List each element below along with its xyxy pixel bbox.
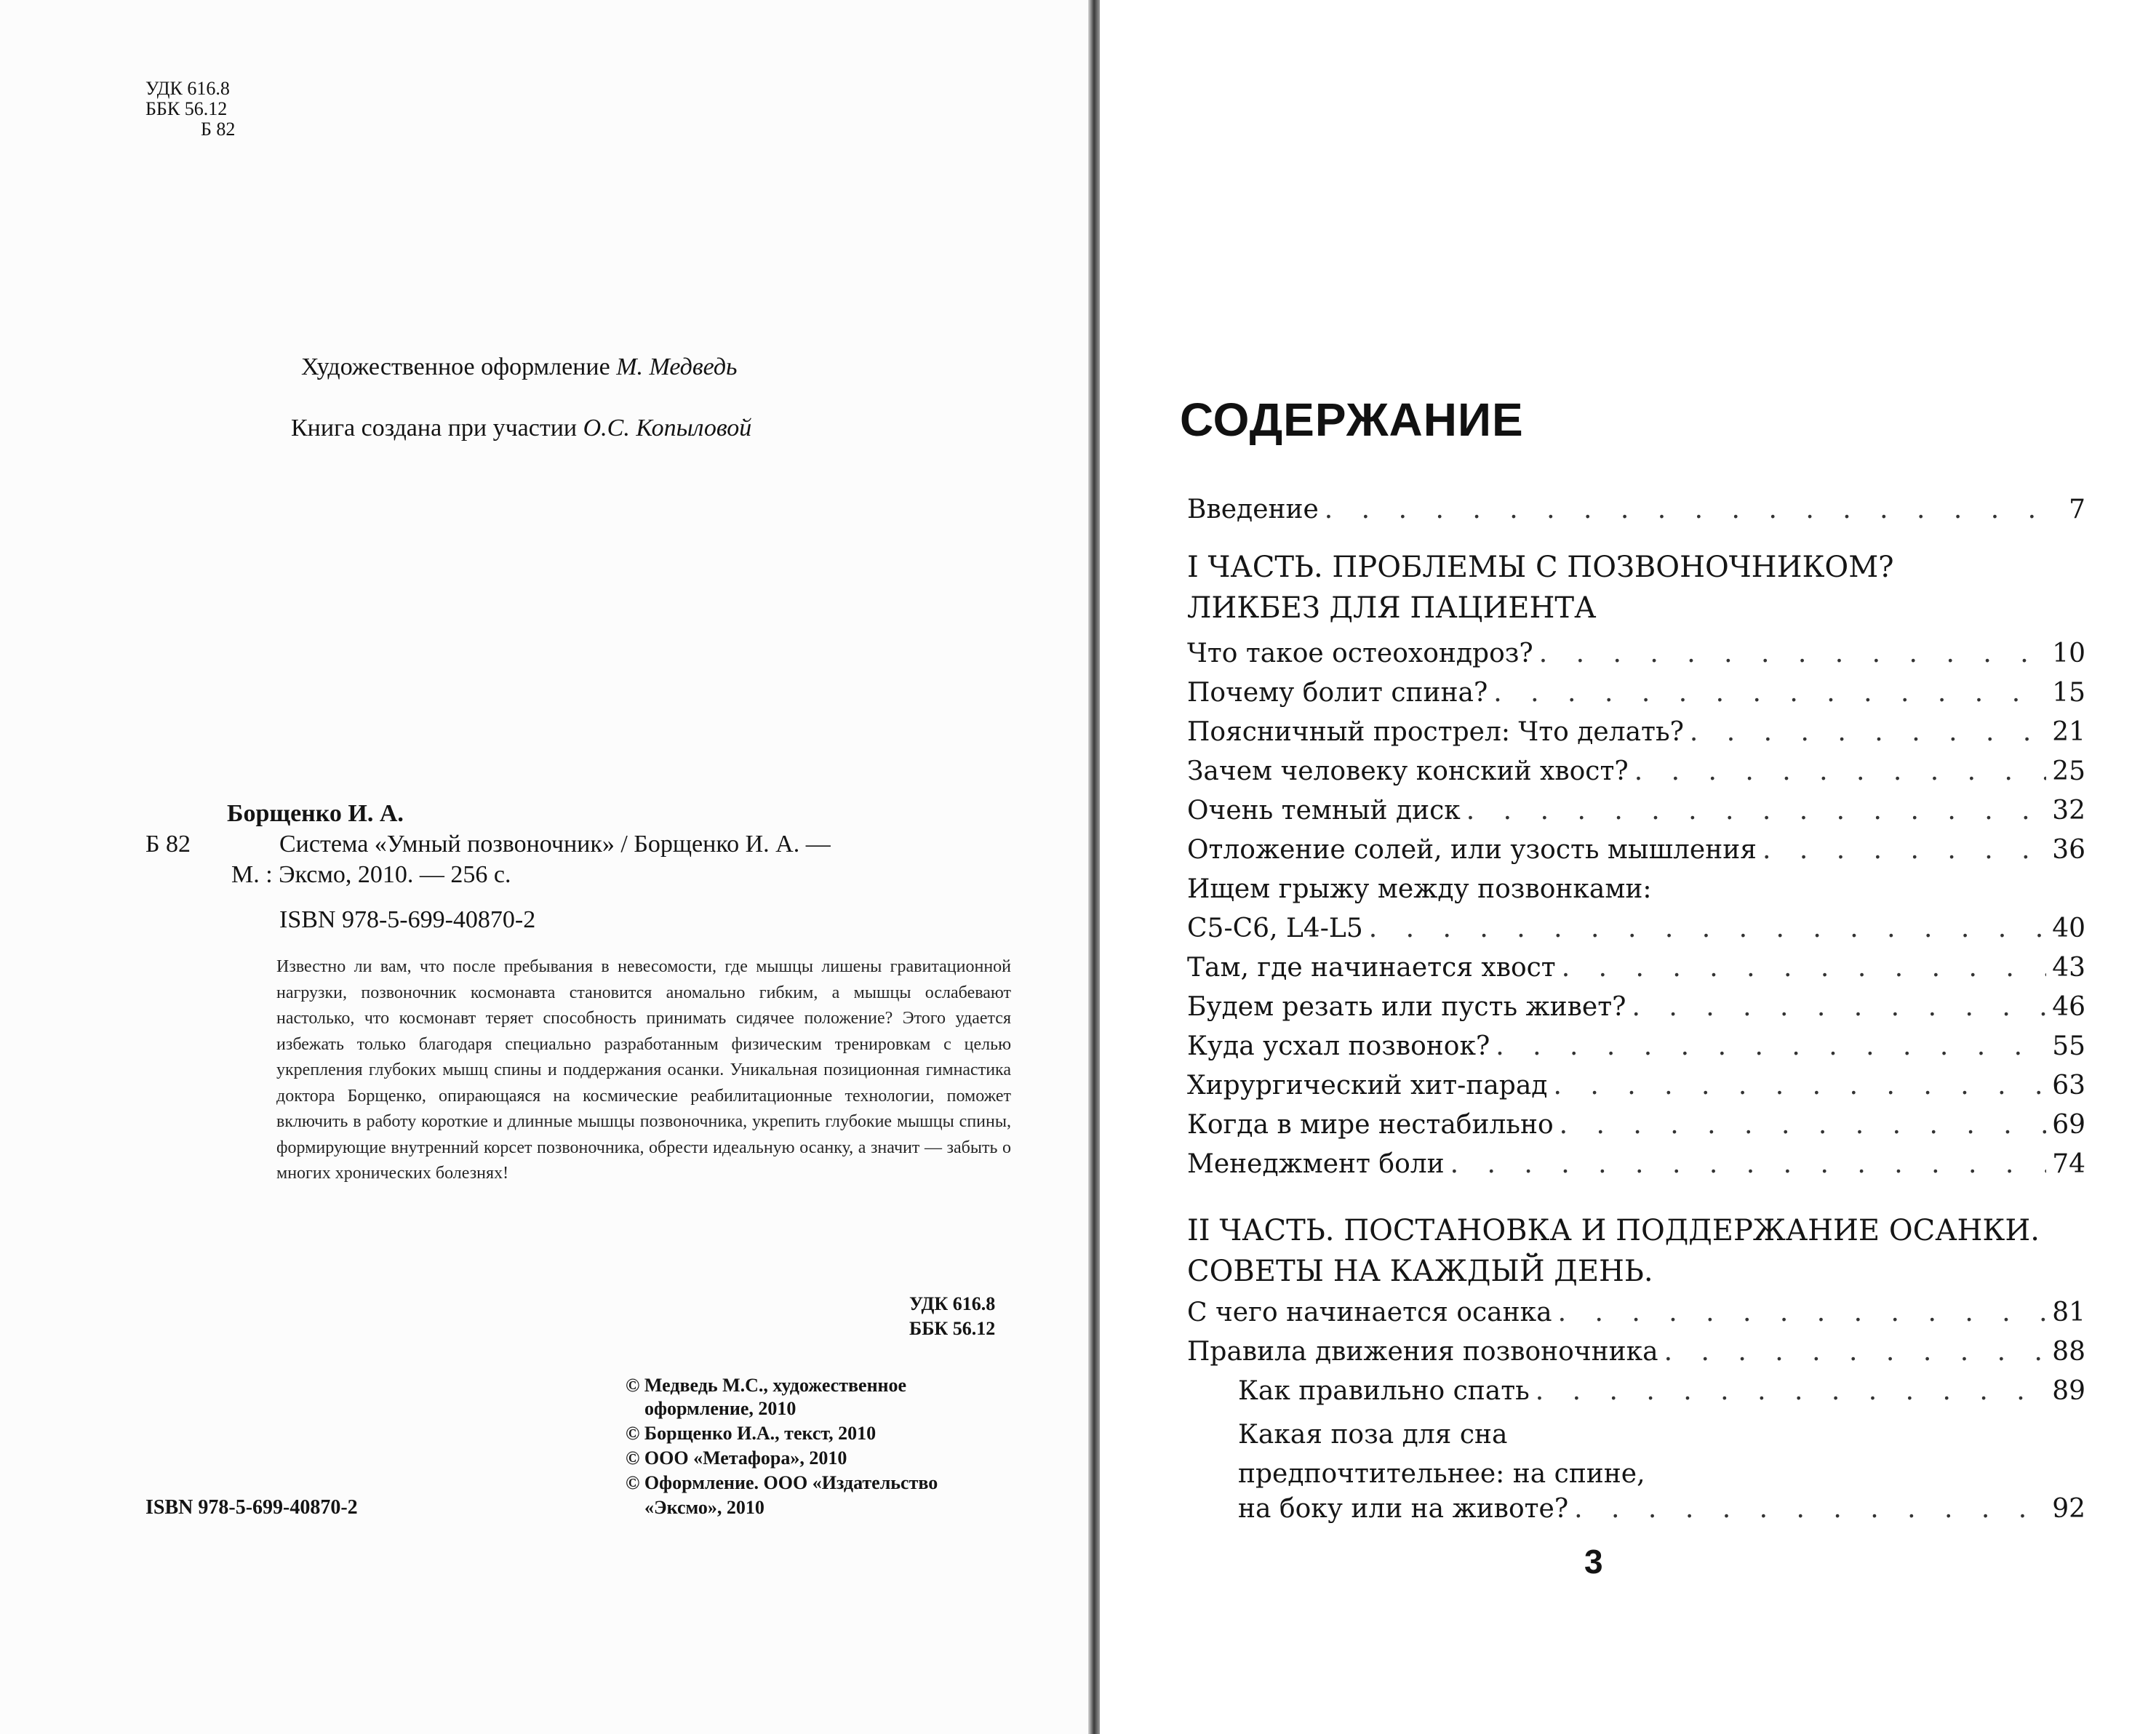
toc-entry [1187,796,2085,835]
toc-entry-title: C5-C6, L4-L5 [1187,914,1363,943]
toc-entry [1187,756,2085,796]
toc-entry-page: 92 [2052,1494,2085,1524]
reference-line-2: М. : Эксмо, 2010. — 256 с. [231,861,511,888]
created-credit-label: Книга создана при участии [291,415,578,442]
created-credit-name: О.С. Копыловой [583,415,752,442]
toc-entry [1187,992,2085,1031]
toc-subentry-line: Какая поза для сна [1238,1420,1508,1450]
part-2-heading-line-1: II ЧАСТЬ. ПОСТАНОВКА И ПОДДЕРЖАНИЕ ОСАНКИ. [1187,1214,2040,1247]
toc-entry [1187,835,2085,874]
toc-entry-title: Что такое остеохондроз? [1187,639,1533,668]
toc-entry-title: Ищем грыжу между позвонками: [1187,874,1652,904]
toc-entry-title: Хирургический хит-парад [1187,1071,1548,1100]
toc-entry-title: Очень темный диск [1187,796,1461,826]
toc-entry-page: 88 [2052,1337,2085,1367]
copyright-line: © Медведь М.С., художественное [626,1375,907,1396]
book-abstract: Известно ли вам, что после пребывания в невесомости, где мышцы лишены гравитационной нагрузки, позвоночник космонавта становится аномально гибким, а мышцы ослабевают настолько, что космонавт теряет способность принимать сидячее положение? Этого удается избежать только благодаря специально разработанным физическим тренировкам с целью укрепления глубоких мышц спины и поддержания осанки. Уникальная позиционная гимнастика доктора Борщенко, опирающаяся на космические реабилитационные технологии, поможет включить в работу короткие и длинные мышцы позвоночника, укрепить глубокие мышцы спины, формирующие внутренний корсет позвоночника, обрести идеальную осанку, а значит — забыть о многих хронических болезнях! [276,957,1011,1183]
isbn-bottom: ISBN 978-5-699-40870-2 [145,1496,358,1519]
toc-entry [1187,953,2085,992]
page-number: 3 [1584,1543,1603,1581]
toc-entry-title: Как правильно спать [1238,1376,1530,1406]
copyright-line: © Оформление. ООО «Издательство [626,1472,938,1493]
toc-entry [1187,914,2085,953]
udk-code-top: УДК 616.8 [145,78,230,99]
toc-entry-title: Там, где начинается хвост [1187,953,1556,983]
toc-entry-page: 74 [2052,1149,2085,1179]
right-page [1100,0,2156,1734]
toc-entry-title: Менеджмент боли [1187,1149,1445,1179]
toc-entry-page: 81 [2052,1298,2085,1327]
toc-entry-title: Куда усхал позвонок? [1187,1031,1490,1061]
toc-entry-page: 25 [2052,756,2085,786]
toc-entry [1187,874,2085,914]
toc-entry-title: Почему болит спина? [1187,678,1488,708]
toc-entry [1187,1110,2085,1149]
toc-entry-page: 21 [2052,717,2085,747]
bbk-code-top: ББК 56.12 [145,98,228,119]
toc-entry-page: 32 [2052,796,2085,826]
copyright-line: © Борщенко И.А., текст, 2010 [626,1423,877,1444]
toc-entry-page: 55 [2052,1031,2085,1061]
toc-entry-title: Отложение солей, или узость мышления [1187,835,1757,865]
toc-entry-page: 46 [2052,992,2085,1022]
toc-entry [1187,678,2085,717]
toc-entry-page: 89 [2052,1376,2085,1406]
toc-entry-title: Когда в мире нестабильно [1187,1110,1554,1140]
reference-code: Б 82 [145,831,191,858]
toc-entry-page: 43 [2052,953,2085,983]
toc-subentry-line: предпочтительнее: на спине, [1238,1459,1645,1489]
toc-entry [1187,1337,2085,1376]
toc-entry-title: Будем резать или пусть живет? [1187,992,1626,1022]
part-1-heading-line-2: ЛИКБЕЗ ДЛЯ ПАЦИЕНТА [1187,591,1597,625]
toc-subentry [1238,1494,2085,1533]
toc-subentry [1238,1376,2085,1415]
toc-entry-page: 69 [2052,1110,2085,1140]
bbk-code-bottom: ББК 56.12 [909,1318,996,1339]
reference-isbn: ISBN 978-5-699-40870-2 [279,906,536,933]
toc-entry [1187,717,2085,756]
toc-entry-intro [1187,495,2085,534]
toc-entry-title: Зачем человеку конский хвост? [1187,756,1629,786]
reference-author: Борщенко И. А. [227,800,404,827]
part-1-heading-line-1: I ЧАСТЬ. ПРОБЛЕМЫ С ПОЗВОНОЧНИКОМ? [1187,551,1894,584]
author-mark-top: Б 82 [201,119,236,140]
part-2-heading-line-2: СОВЕТЫ НА КАЖДЫЙ ДЕНЬ. [1187,1255,1653,1288]
toc-entry-page: 10 [2052,639,2085,668]
toc-entry-title: Поясничный прострел: Что делать? [1187,717,1684,747]
toc-entry-title: Правила движения позвоночника [1187,1337,1658,1367]
toc-entry-title: на боку или на животе? [1238,1494,1569,1524]
art-credit-label: Художественное оформление [301,353,610,380]
toc-entry-page: 40 [2052,914,2085,943]
copyright-line: «Эксмо», 2010 [644,1497,764,1518]
toc-entry-title: Введение [1187,495,1319,524]
toc-entry-title: С чего начинается осанка [1187,1298,1552,1327]
copyright-line: © ООО «Метафора», 2010 [626,1447,847,1469]
toc-entry-page: 15 [2052,678,2085,708]
reference-line-1: Система «Умный позвоночник» / Борщенко И. А. — [279,831,831,858]
art-credit [301,353,738,381]
art-credit-name: М. Медведь [616,353,738,380]
copyright-line: оформление, 2010 [644,1398,796,1419]
toc-entry [1187,1149,2085,1188]
book-spine [1088,0,1100,1734]
toc-entry [1187,639,2085,678]
created-credit [291,415,751,442]
toc-entry-page: 36 [2052,835,2085,865]
toc-entry-page: 63 [2052,1071,2085,1100]
toc-title: СОДЕРЖАНИЕ [1180,393,1524,446]
toc-entry [1187,1031,2085,1071]
toc-entry [1187,1071,2085,1110]
toc-entry-page: 7 [2069,495,2085,524]
udk-code-bottom: УДК 616.8 [909,1293,996,1314]
toc-entry [1187,1298,2085,1337]
